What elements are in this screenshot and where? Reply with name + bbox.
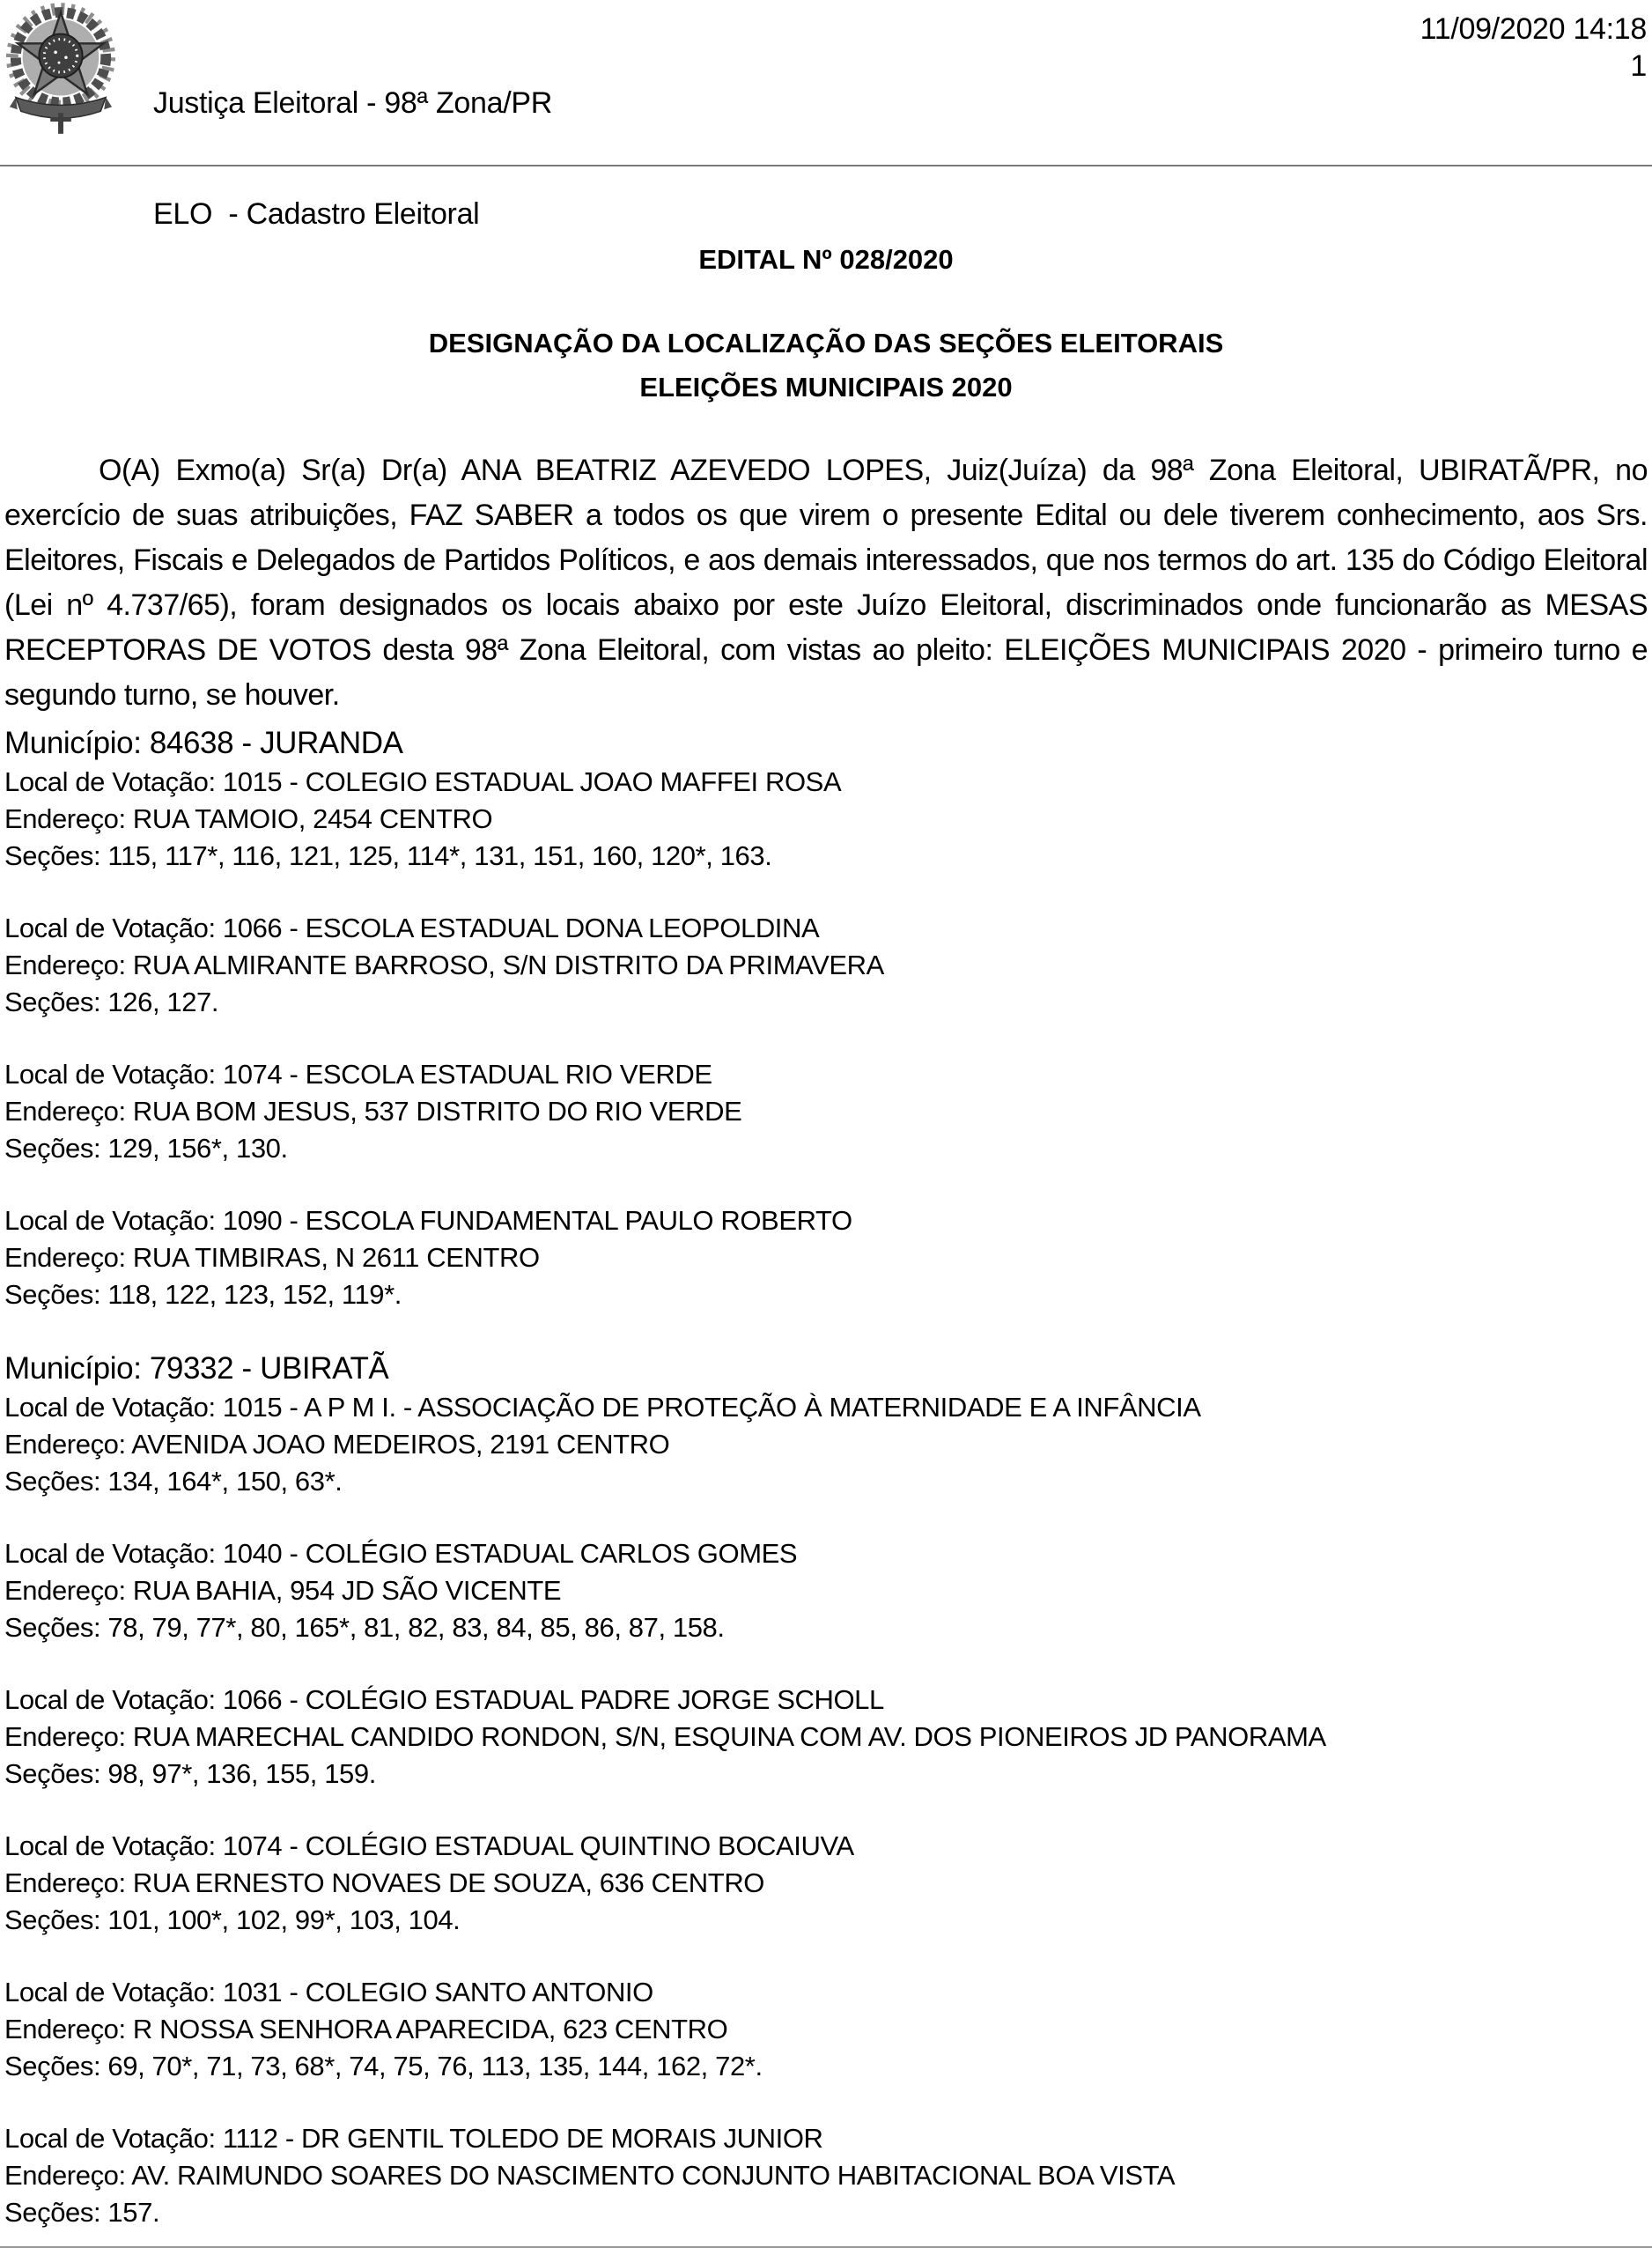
location-name-line: Local de Votação: 1040 - COLÉGIO ESTADUAL CARLOS GOMES [4, 1538, 798, 1569]
location-sections-line: Seções: 126, 127. [4, 987, 219, 1017]
voting-location-block [4, 910, 1648, 1021]
location-address-line: Endereço: RUA BOM JESUS, 537 DISTRITO DO RIO VERDE [4, 1096, 742, 1127]
location-address-line: Endereço: RUA MARECHAL CANDIDO RONDON, S/N, ESQUINA COM AV. DOS PIONEIROS JD PANORAMA [4, 1721, 1326, 1752]
location-name-line: Local de Votação: 1090 - ESCOLA FUNDAMENTAL PAULO ROBERTO [4, 1205, 852, 1236]
voting-location-block [4, 1974, 1648, 2085]
brazil-coat-of-arms-icon [5, 2, 116, 137]
voting-location-block [4, 2120, 1648, 2231]
footer-divider [0, 2246, 1652, 2248]
header-org-block [153, 11, 552, 307]
location-address-line: Endereço: RUA TAMOIO, 2454 CENTRO [4, 803, 493, 834]
location-sections-line: Seções: 157. [4, 2197, 160, 2228]
location-sections-line: Seções: 69, 70*, 71, 73, 68*, 74, 75, 76, 113, 135, 144, 162, 72*. [4, 2051, 763, 2081]
page-header [0, 0, 1652, 231]
edital-subtitles [4, 322, 1648, 410]
location-name-line: Local de Votação: 1031 - COLEGIO SANTO ANTONIO [4, 1977, 653, 2007]
edital-subtitle-line1: DESIGNAÇÃO DA LOCALIZAÇÃO DAS SEÇÕES ELEITORAIS [428, 328, 1224, 359]
header-meta-block [1420, 11, 1647, 85]
location-sections-line: Seções: 118, 122, 123, 152, 119*. [4, 1279, 402, 1310]
location-address-line: Endereço: RUA ERNESTO NOVAES DE SOUZA, 636 CENTRO [4, 1867, 765, 1898]
location-name-line: Local de Votação: 1074 - ESCOLA ESTADUAL RIO VERDE [4, 1059, 712, 1090]
header-org-line2: ELO - Cadastro Eleitoral [153, 197, 480, 231]
location-address-line: Endereço: RUA ALMIRANTE BARROSO, S/N DISTRITO DA PRIMAVERA [4, 950, 884, 980]
voting-location-block [4, 1682, 1648, 1793]
location-address-line: Endereço: AV. RAIMUNDO SOARES DO NASCIMENTO CONJUNTO HABITACIONAL BOA VISTA [4, 2160, 1176, 2191]
location-sections-line: Seções: 101, 100*, 102, 99*, 103, 104. [4, 1904, 461, 1935]
location-sections-line: Seções: 98, 97*, 136, 155, 159. [4, 1758, 376, 1789]
location-sections-line: Seções: 129, 156*, 130. [4, 1133, 288, 1164]
edital-paragraph: O(A) Exmo(a) Sr(a) Dr(a) ANA BEATRIZ AZEVEDO LOPES, Juiz(Juíza) da 98ª Zona Eleitoral, UBIRATÃ/PR, no exercício de suas atribuições, FAZ SABER a todos os que virem o presente Edital ou dele tiverem conhecimento, aos Srs. Eleitores, Fiscais e Delegados de Partidos Políticos, e aos demais interessados, que nos termos do art. 135 do Código Eleitoral (Lei nº 4.737/65), foram designados os locais abaixo por este Juízo Eleitoral, discriminados onde funcionarão as MESAS RECEPTORAS DE VOTOS desta 98ª Zona Eleitoral, com vistas ao pleito: ELEIÇÕES MUNICIPAIS 2020 - primeiro turno e segundo turno, se houver. [4, 454, 1648, 712]
edital-title: EDITAL Nº 028/2020 [698, 244, 954, 275]
document-body [0, 243, 1652, 2231]
municipalities-list [4, 723, 1648, 2231]
location-address-line: Endereço: R NOSSA SENHORA APARECIDA, 623 CENTRO [4, 2014, 728, 2044]
location-name-line: Local de Votação: 1066 - COLÉGIO ESTADUAL PADRE JORGE SCHOLL [4, 1684, 884, 1715]
voting-location-block [4, 1202, 1648, 1313]
municipality-title: Município: 84638 - JURANDA [4, 726, 403, 760]
edital-subtitle-line2: ELEIÇÕES MUNICIPAIS 2020 [639, 372, 1013, 403]
location-sections-line: Seções: 134, 164*, 150, 63*. [4, 1466, 343, 1497]
location-sections-line: Seções: 115, 117*, 116, 121, 125, 114*, 131, 151, 160, 120*, 163. [4, 840, 772, 871]
voting-location-block [4, 1389, 1648, 1500]
location-name-line: Local de Votação: 1015 - A P M I. - ASSOCIAÇÃO DE PROTEÇÃO À MATERNIDADE E A INFÂNCIA [4, 1392, 1201, 1423]
location-name-line: Local de Votação: 1112 - DR GENTIL TOLEDO DE MORAIS JUNIOR [4, 2123, 823, 2154]
location-address-line: Endereço: RUA TIMBIRAS, N 2611 CENTRO [4, 1242, 540, 1273]
header-org-line1: Justiça Eleitoral - 98ª Zona/PR [153, 86, 553, 120]
voting-location-block [4, 1056, 1648, 1167]
header-page-number: 1 [1630, 49, 1647, 83]
voting-location-block [4, 1535, 1648, 1646]
municipality-title: Município: 79332 - UBIRATÃ [4, 1351, 389, 1386]
voting-location-block [4, 764, 1648, 875]
location-name-line: Local de Votação: 1066 - ESCOLA ESTADUAL DONA LEOPOLDINA [4, 913, 820, 943]
voting-location-block [4, 1828, 1648, 1939]
location-name-line: Local de Votação: 1015 - COLEGIO ESTADUAL JOAO MAFFEI ROSA [4, 766, 842, 797]
location-address-line: Endereço: RUA BAHIA, 954 JD SÃO VICENTE [4, 1575, 562, 1606]
location-name-line: Local de Votação: 1074 - COLÉGIO ESTADUAL QUINTINO BOCAIUVA [4, 1830, 854, 1861]
header-datetime: 11/09/2020 14:18 [1420, 12, 1647, 46]
location-sections-line: Seções: 78, 79, 77*, 80, 165*, 81, 82, 83, 84, 85, 86, 87, 158. [4, 1612, 725, 1643]
location-address-line: Endereço: AVENIDA JOAO MEDEIROS, 2191 CENTRO [4, 1429, 670, 1460]
